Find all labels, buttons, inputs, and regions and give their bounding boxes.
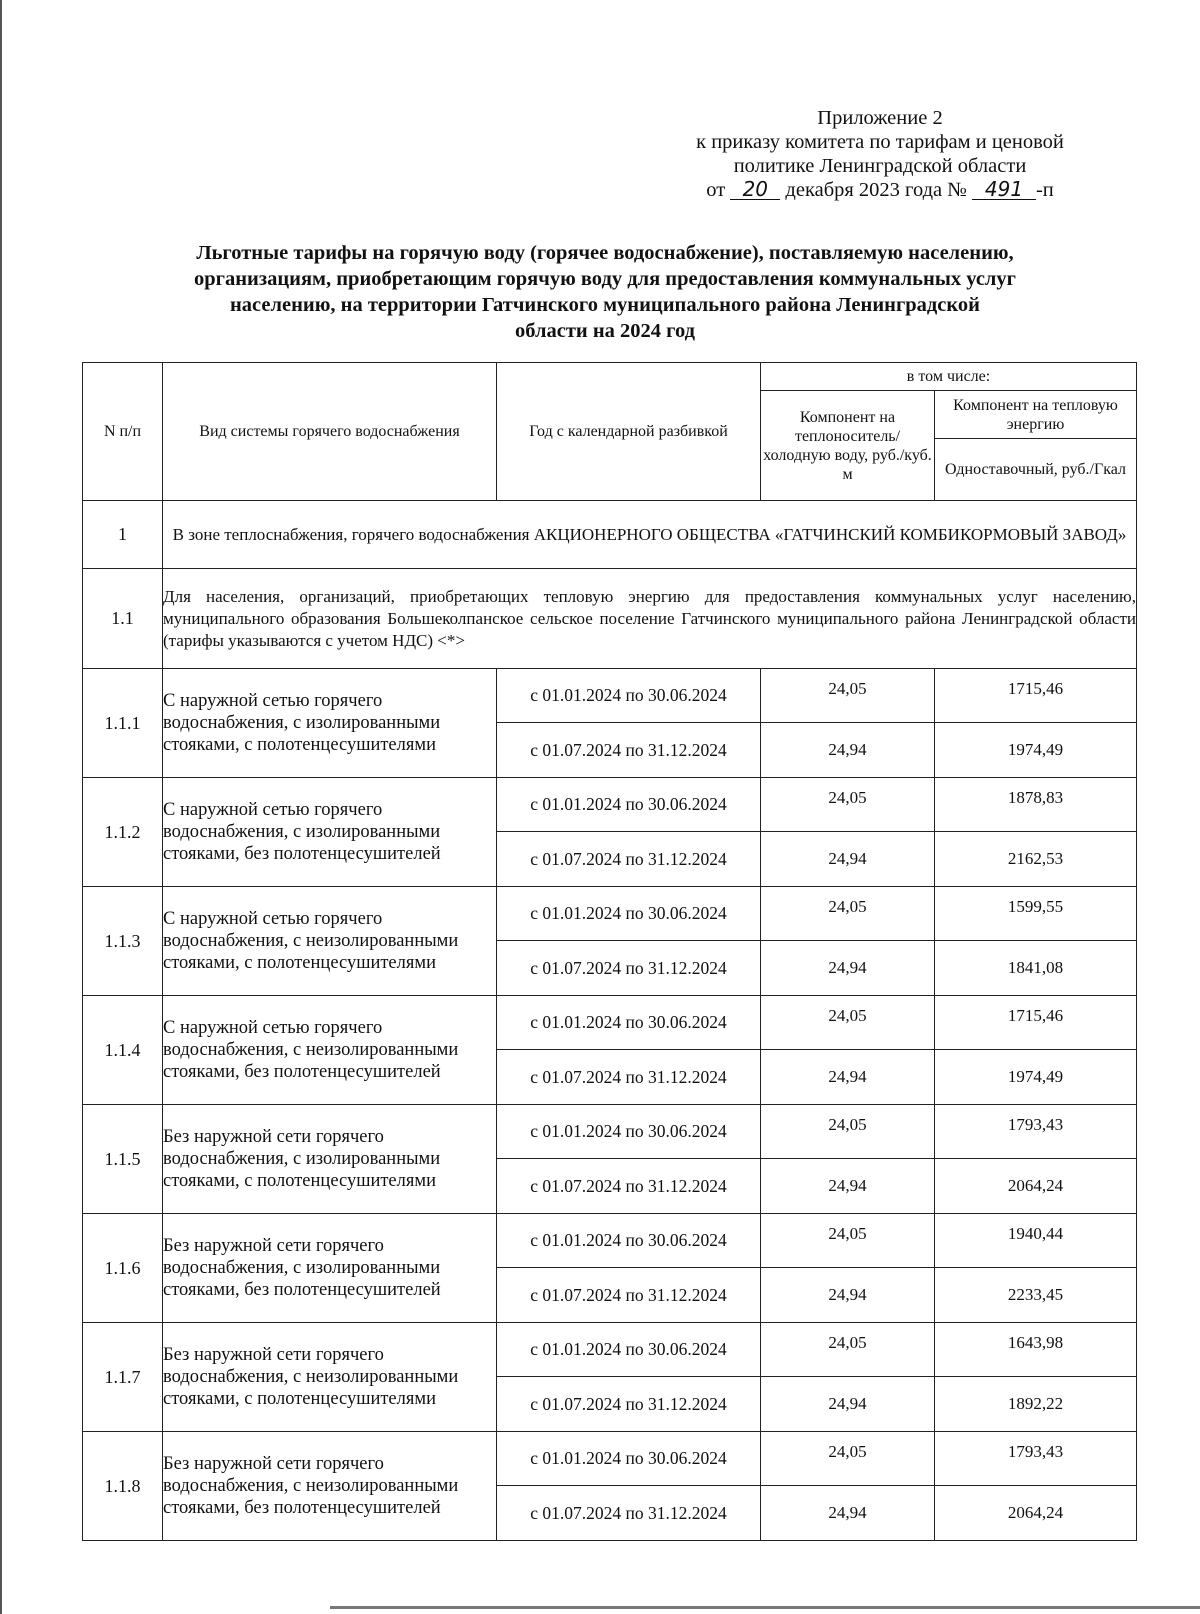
row-number: 1.1.7 (83, 1323, 163, 1432)
handwritten-day: 20 (730, 179, 780, 200)
row-period: с 01.07.2024 по 31.12.2024 (497, 1377, 761, 1432)
row-heat-value: 1940,44 (935, 1214, 1137, 1268)
row-heat-value: 1715,46 (935, 996, 1137, 1050)
tariff-table (82, 362, 1137, 1541)
row-period: с 01.01.2024 по 30.06.2024 (497, 669, 761, 723)
row-period: с 01.07.2024 по 31.12.2024 (497, 1050, 761, 1105)
row-system-type: С наружной сетью горячего водоснабжения, с изолированными стояками, без полотенцесушителей (163, 778, 497, 887)
title-line: населению, на территории Гатчинского муниципального района Ленинградской (230, 294, 980, 316)
appendix-committee: политике Ленинградской области (733, 155, 1027, 177)
row-number: 1.1.5 (83, 1105, 163, 1214)
section-num: 1 (83, 501, 163, 569)
row-coolant-value: 24,05 (761, 1214, 935, 1268)
row-coolant-value: 24,05 (761, 1105, 935, 1159)
scan-edge-left (0, 0, 2, 1614)
table-row (83, 778, 1137, 832)
row-heat-value: 1974,49 (935, 1050, 1137, 1105)
section-row (83, 501, 1137, 569)
row-coolant-value: 24,94 (761, 723, 935, 778)
row-coolant-value: 24,05 (761, 778, 935, 832)
appendix-order-ref: к приказу комитета по тарифам и ценовой (696, 131, 1064, 153)
row-system-type: С наружной сетью горячего водоснабжения, с неизолированными стояками, без полотенцесушителей (163, 996, 497, 1105)
row-coolant-value: 24,94 (761, 1050, 935, 1105)
handwritten-order-number: 491 (972, 179, 1036, 200)
row-system-type: Без наружной сети горячего водоснабжения, с неизолированными стояками, с полотенцесушителями (163, 1323, 497, 1432)
row-heat-value: 1599,55 (935, 887, 1137, 941)
row-period: с 01.07.2024 по 31.12.2024 (497, 1268, 761, 1323)
header-num: N п/п (83, 363, 163, 501)
table-row (83, 1214, 1137, 1268)
row-number: 1.1.2 (83, 778, 163, 887)
row-coolant-value: 24,05 (761, 1323, 935, 1377)
appendix-block (640, 106, 1120, 202)
row-coolant-value: 24,05 (761, 669, 935, 723)
row-coolant-value: 24,05 (761, 1432, 935, 1486)
row-period: с 01.07.2024 по 31.12.2024 (497, 832, 761, 887)
row-heat-value: 2162,53 (935, 832, 1137, 887)
table-row (83, 669, 1137, 723)
row-number: 1.1.8 (83, 1432, 163, 1541)
header-single-rate: Одноставочный, руб./Гкал (935, 439, 1137, 501)
row-heat-value: 1793,43 (935, 1105, 1137, 1159)
row-number: 1.1.1 (83, 669, 163, 778)
row-heat-value: 1974,49 (935, 723, 1137, 778)
row-period: с 01.07.2024 по 31.12.2024 (497, 723, 761, 778)
row-heat-value: 1878,83 (935, 778, 1137, 832)
row-system-type: С наружной сетью горячего водоснабжения, с неизолированными стояками, с полотенцесушителями (163, 887, 497, 996)
row-heat-value: 2233,45 (935, 1268, 1137, 1323)
row-period: с 01.01.2024 по 30.06.2024 (497, 887, 761, 941)
header-row (83, 363, 1137, 391)
date-prefix: от (706, 179, 726, 201)
row-period: с 01.01.2024 по 30.06.2024 (497, 1214, 761, 1268)
header-coolant-component: Компонент на теплоноситель/ холодную воду, руб./куб. м (761, 391, 935, 501)
appendix-title: Приложение 2 (817, 107, 943, 129)
row-heat-value: 1715,46 (935, 669, 1137, 723)
row-coolant-value: 24,94 (761, 832, 935, 887)
section-title: В зоне теплоснабжения, горячего водоснабжения АКЦИОНЕРНОГО ОБЩЕСТВА «ГАТЧИНСКИЙ КОМБИКОРМОВЫЙ ЗАВОД» (163, 501, 1137, 569)
row-heat-value: 2064,24 (935, 1159, 1137, 1214)
order-suffix: -п (1035, 179, 1054, 201)
row-period: с 01.07.2024 по 31.12.2024 (497, 1159, 761, 1214)
subsection-row (83, 569, 1137, 669)
row-period: с 01.01.2024 по 30.06.2024 (497, 778, 761, 832)
row-system-type: Без наружной сети горячего водоснабжения, с изолированными стояками, с полотенцесушителями (163, 1105, 497, 1214)
subsection-title: Для населения, организаций, приобретающих тепловую энергию для предоставления коммунальных услуг населению, муниципального образования Большеколпанское сельское поселение Гатчинского муниципального района Ленинградской области (тарифы указываются с учетом НДС) <*> (163, 569, 1137, 669)
header-including: в том числе: (761, 363, 1137, 391)
title-line: организациям, приобретающим горячую воду для предоставления коммунальных услуг (194, 268, 1016, 290)
row-number: 1.1.4 (83, 996, 163, 1105)
row-heat-value: 1793,43 (935, 1432, 1137, 1486)
row-system-type: Без наружной сети горячего водоснабжения, с изолированными стояками, без полотенцесушителей (163, 1214, 497, 1323)
row-period: с 01.07.2024 по 31.12.2024 (497, 941, 761, 996)
row-coolant-value: 24,94 (761, 1159, 935, 1214)
row-coolant-value: 24,94 (761, 1486, 935, 1541)
scan-edge-bottom (330, 1606, 1200, 1609)
table-row (83, 1323, 1137, 1377)
row-coolant-value: 24,05 (761, 887, 935, 941)
row-number: 1.1.6 (83, 1214, 163, 1323)
date-middle: декабря 2023 года № (785, 179, 967, 201)
row-heat-value: 2064,24 (935, 1486, 1137, 1541)
table-row (83, 887, 1137, 941)
title-line: Льготные тарифы на горячую воду (горячее водоснабжение), поставляемую населению, (196, 242, 1014, 264)
row-coolant-value: 24,94 (761, 941, 935, 996)
table-row (83, 996, 1137, 1050)
row-period: с 01.01.2024 по 30.06.2024 (497, 1432, 761, 1486)
document-title (110, 240, 1100, 344)
row-heat-value: 1841,08 (935, 941, 1137, 996)
row-coolant-value: 24,94 (761, 1377, 935, 1432)
table-row (83, 1432, 1137, 1486)
row-heat-value: 1892,22 (935, 1377, 1137, 1432)
row-period: с 01.07.2024 по 31.12.2024 (497, 1486, 761, 1541)
row-system-type: Без наружной сети горячего водоснабжения, с неизолированными стояками, без полотенцесушителей (163, 1432, 497, 1541)
row-heat-value: 1643,98 (935, 1323, 1137, 1377)
appendix-date-line (640, 178, 1120, 202)
row-period: с 01.01.2024 по 30.06.2024 (497, 1323, 761, 1377)
row-number: 1.1.3 (83, 887, 163, 996)
header-heat-component: Компонент на тепловую энергию (935, 391, 1137, 439)
row-system-type: С наружной сетью горячего водоснабжения, с изолированными стояками, с полотенцесушителями (163, 669, 497, 778)
header-system-type: Вид системы горячего водоснабжения (163, 363, 497, 501)
table-row (83, 1105, 1137, 1159)
row-period: с 01.01.2024 по 30.06.2024 (497, 1105, 761, 1159)
subsection-num: 1.1 (83, 569, 163, 669)
title-line: области на 2024 год (515, 320, 695, 342)
row-period: с 01.01.2024 по 30.06.2024 (497, 996, 761, 1050)
row-coolant-value: 24,05 (761, 996, 935, 1050)
row-coolant-value: 24,94 (761, 1268, 935, 1323)
header-year: Год с календарной разбивкой (497, 363, 761, 501)
